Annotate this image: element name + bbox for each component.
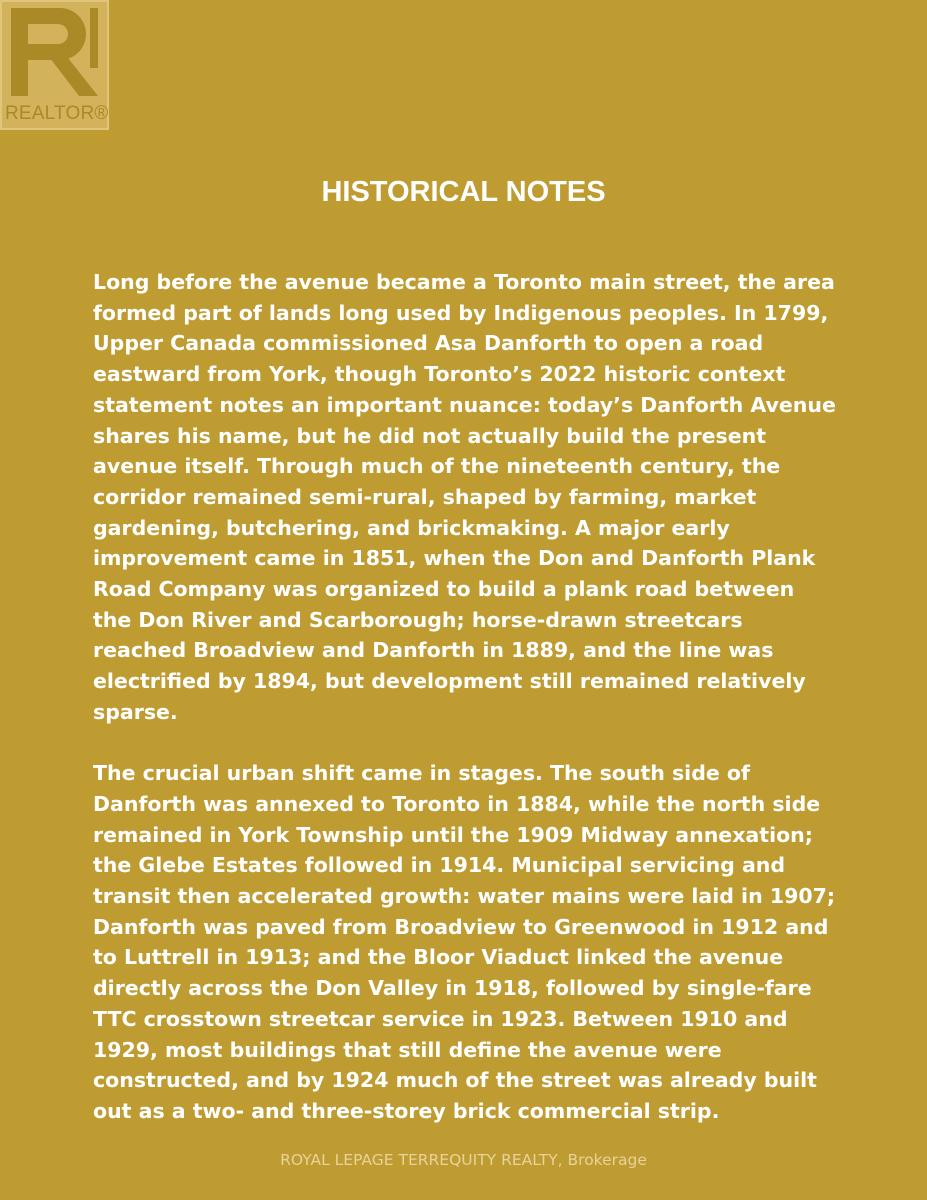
history-paragraph: The crucial urban shift came in stages. The south side of Danforth was annexed to Toronto in 1884, while the north side remained in York Township until the 1909 Midway annexation; the Glebe Estates followed in 1914. Municipal servicing and transit then accelerated growth: water mains were laid in 1907; Danforth was paved from Broadview to Greenwood in 1912 and to Luttrell in 1913; and the Bloor Viaduct linked the avenue directly across the Don Valley in 1918, followed by single-fare TTC crosstown streetcar service in 1923. Between 1910 and 1929, most buildings that still define the avenue were constructed, and by 1924 much of the street was already built out as a two- and three-storey brick commercial strip.: [93, 761, 836, 1123]
historical-notes-body: [93, 267, 838, 1157]
brokerage-footer: ROYAL LEPAGE TERREQUITY REALTY, Brokerage: [280, 1151, 647, 1169]
page-title: HISTORICAL NOTES: [321, 176, 606, 208]
history-paragraph: Long before the avenue became a Toronto main street, the area formed part of lands long used by Indigenous peoples. In 1799, Upper Canada commissioned Asa Danforth to open a road eastward from York, though Toronto’s 2022 historic context statement notes an important nuance: today’s Danforth Avenue shares his name, but he did not actually build the present avenue itself. Through much of the nineteenth century, the corridor remained semi-rural, shaped by farming, market gardening, butchering, and brickmaking. A major early improvement came in 1851, when the Don and Danforth Plank Road Company was organized to build a plank road between the Don River and Scarborough; horse-drawn streetcars reached Broadview and Danforth in 1889, and the line was electrified by 1894, but development still remained relatively sparse.: [93, 270, 836, 724]
realtor-logo-label: REALTOR®: [5, 103, 109, 124]
realtor-logo: [0, 0, 109, 130]
